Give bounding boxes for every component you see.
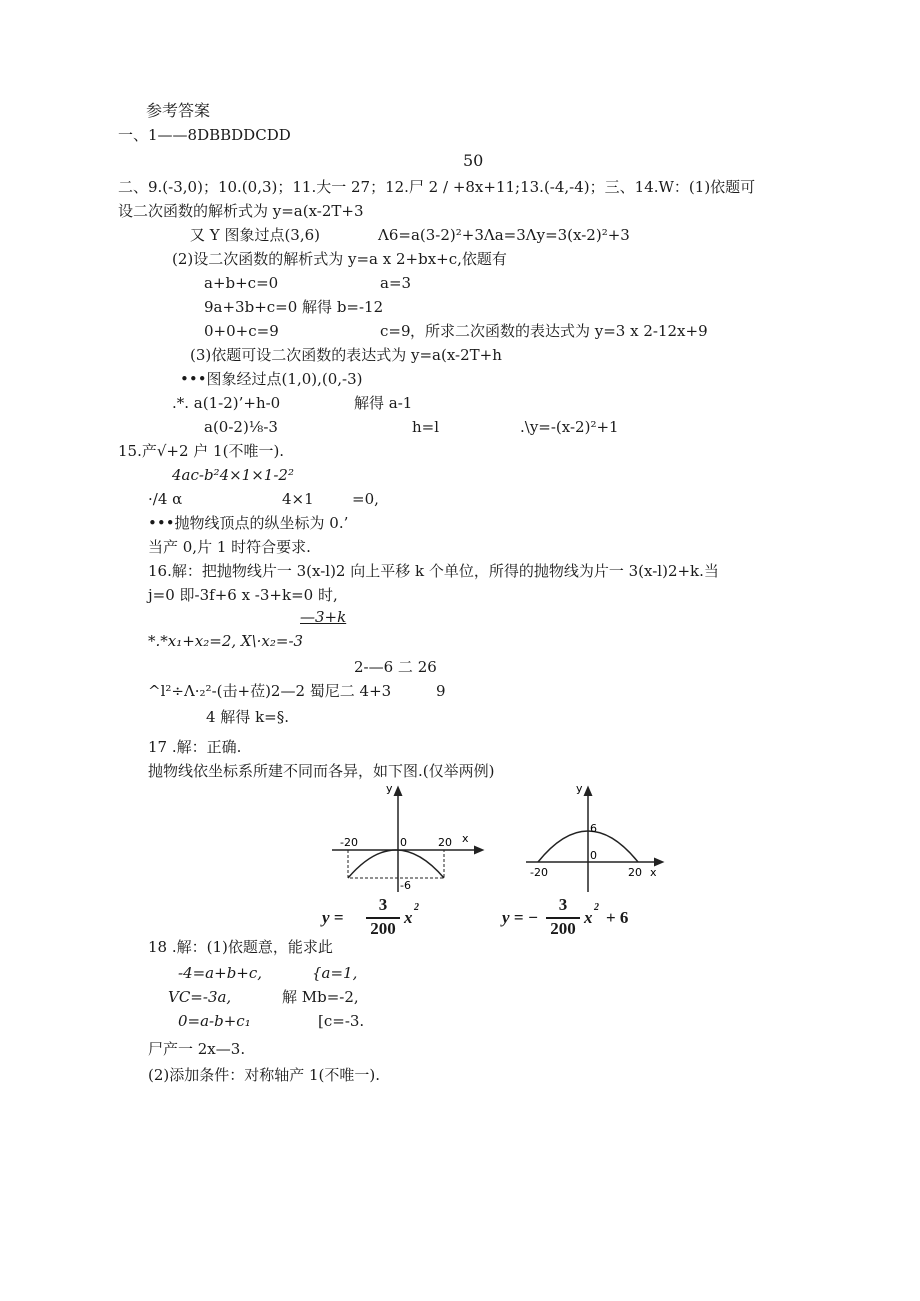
line-q18-1: 18 .解：(1)依题意，能求此	[148, 938, 333, 956]
line-q16-7: 4 解得 k=§.	[206, 708, 290, 726]
line-q14-8: •••图象经过点(1,0),(0,-3)	[180, 370, 363, 388]
line-q14-2b: Λ6=a(3-2)²+3Λa=3Λy=3(x-2)²+3	[378, 226, 630, 244]
formula-lhs: y =	[322, 908, 344, 927]
parabola-figure-1	[330, 780, 490, 900]
line-q16-5: 2-—6 二 26	[354, 658, 437, 676]
line-q16-4: *.*x₁+x₂=2, X\·x₂=-3	[148, 632, 304, 650]
line-q18-6: (2)添加条件：对称轴产 1(不唯一).	[148, 1066, 381, 1084]
line-fill-answers: 二、9.(-3,0)；10.(0,3)；11.大一 27；12.尸 2 / +8x+11;13.(-4,-4)；三、14.W：(1)依题可	[118, 178, 756, 196]
formula-tail: + 6	[606, 908, 629, 927]
formula-var: x	[584, 908, 593, 927]
line-q16-6b: 9	[436, 682, 446, 700]
line-q14-6b: c=9	[380, 322, 411, 340]
line-q14-6a: 0+0+c=9	[204, 322, 279, 340]
formula-exp: 2	[414, 902, 419, 913]
line-q15-2: 4ac-b²4×1×1-2²	[172, 466, 294, 484]
line-q14-2a: 又 Y 图象过点(3,6)	[190, 226, 320, 244]
line-q17-2: 抛物线依坐标系所建不同而各异，如下图.(仅举两例)	[148, 762, 495, 780]
formula-var: x	[404, 908, 413, 927]
line-q18-5: 尸产一 2x—3.	[148, 1040, 246, 1058]
line-q15-3a: ·/4 α	[148, 490, 183, 508]
line-q16-2: j=0 即-3f+6 x -3+k=0 时,	[148, 586, 338, 604]
line-q15-4: •••抛物线顶点的纵坐标为 0.’	[148, 514, 349, 532]
line-q17-1: 17 .解：正确.	[148, 738, 242, 756]
frac-den: 200	[370, 919, 396, 938]
line-q14-6c: ，所求二次函数的表达式为 y=3 x 2-12x+9	[410, 322, 708, 340]
answer-title: 参考答案	[146, 101, 211, 120]
line-q15-3c: =0,	[352, 490, 379, 508]
line-q14-4a: a+b+c=0	[204, 274, 279, 292]
line-mc-answers: 一、1——8DBBDDCDD	[118, 126, 291, 144]
tick-y-low: -6	[400, 879, 411, 892]
parabola-curve	[348, 850, 444, 878]
line-q15-5: 当产 0,片 1 时符合要求.	[148, 538, 311, 556]
tick-right: 20	[628, 866, 642, 879]
parabola-figure-2	[522, 780, 672, 900]
line-q14-9b: 解得 a-1	[354, 394, 413, 412]
line-q14-7: (3)依题可设二次函数的表达式为 y=a(x-2T+h	[190, 346, 502, 364]
line-q18-4b: [c=-3.	[318, 1012, 365, 1030]
line-q14-10a: a(0-2)⅛-3	[204, 418, 278, 436]
y-axis-label: y	[386, 782, 393, 795]
line-q14-9a: .*. a(1-2)’+h-0	[172, 394, 281, 412]
line-q14-3: (2)设二次函数的解析式为 y=a x 2+bx+c,依题有	[172, 250, 507, 268]
line-q18-4a: 0=a-b+c₁	[178, 1012, 251, 1030]
formula-lhs: y = −	[502, 908, 539, 927]
y-axis-label: y	[576, 782, 583, 795]
tick-y-top: 6	[590, 822, 597, 835]
line-q14-5: 9a+3b+c=0 解得 b=-12	[204, 298, 384, 316]
frac-den: 200	[550, 919, 576, 938]
line-q14-1: 设二次函数的解析式为 y=a(x-2T+3	[118, 202, 364, 220]
frac-num: 3	[378, 895, 388, 914]
tick-left: -20	[340, 836, 358, 849]
line-q16-3: —3+k	[300, 608, 347, 626]
x-axis-label: x	[462, 832, 469, 845]
tick-left: -20	[530, 866, 548, 879]
page-number: 50	[463, 151, 484, 170]
line-q16-6a: ^l²÷Λ·₂²-(击+莅)2—2 蜀尼二 4+3	[148, 682, 392, 700]
tick-right: 20	[438, 836, 452, 849]
line-q15-1: 15.产√+2 户 1(不唯一).	[118, 442, 285, 460]
line-q14-4b: a=3	[380, 274, 412, 292]
frac-num: 3	[558, 895, 568, 914]
line-q14-10c: .\y=-(x-2)²+1	[520, 418, 619, 436]
line-q18-3a: VC=-3a,	[168, 988, 232, 1006]
origin-label: 0	[590, 849, 597, 862]
line-q18-2b: {a=1,	[312, 964, 358, 982]
x-axis-label: x	[650, 866, 657, 879]
line-q16-1: 16.解：把抛物线片一 3(x-l)2 向上平移 k 个单位，所得的抛物线为片一 3(x-l)2+k.当	[148, 562, 719, 580]
line-q18-3b: 解 Mb=-2,	[282, 988, 359, 1006]
origin-label: 0	[400, 836, 407, 849]
formula-exp: 2	[594, 902, 599, 913]
line-q15-3b: 4×1	[282, 490, 314, 508]
line-q18-2a: -4=a+b+c,	[178, 964, 263, 982]
line-q14-10b: h=l	[412, 418, 440, 436]
